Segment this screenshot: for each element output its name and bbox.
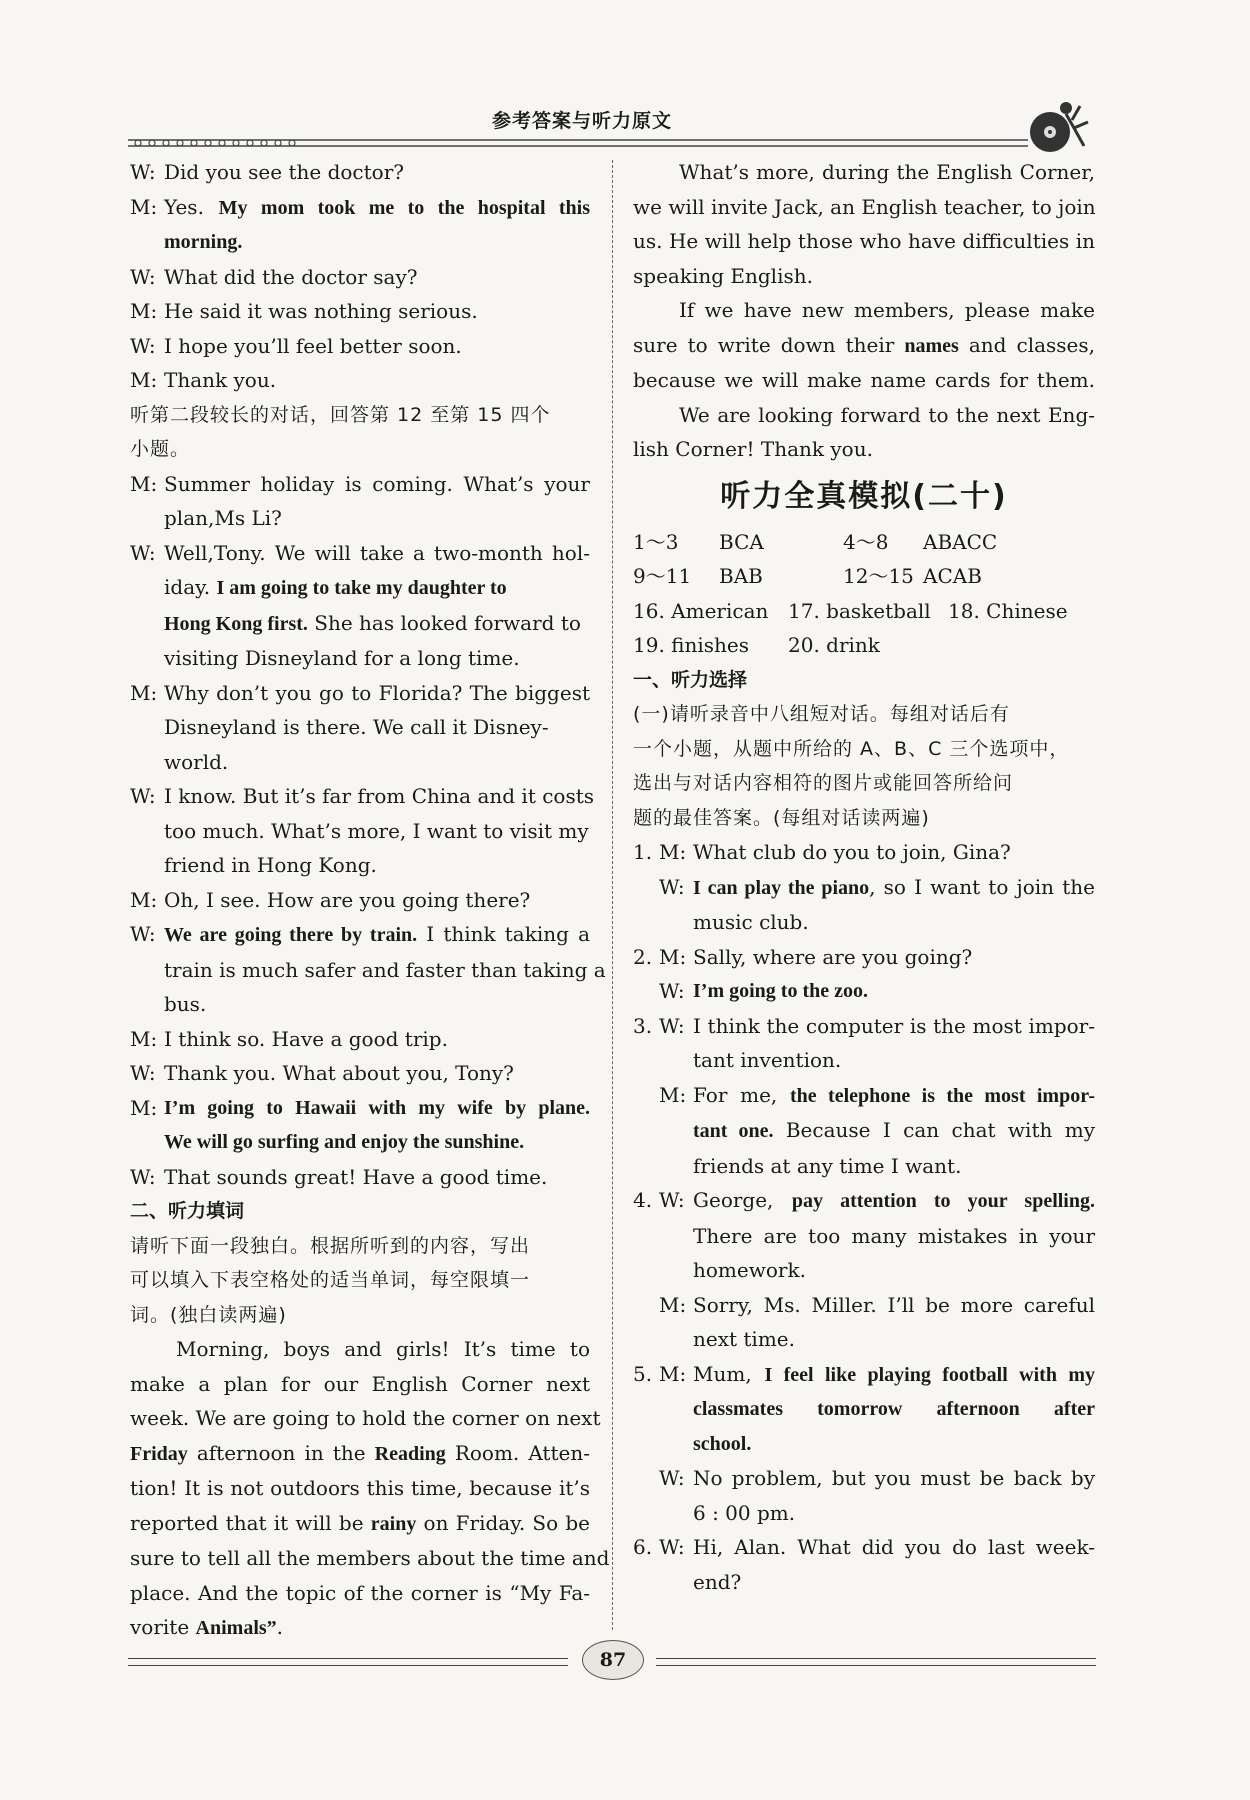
dialogue-continuation: train is much safer and faster than taking a [164,957,606,982]
question-line: 1. M: What club do you to join, Gina? [633,840,1011,864]
instruction-text: 可以填入下表空格处的适当单词，每空限填一 [130,1269,531,1291]
page-footer [128,1640,1096,1680]
instruction-text: 请听下面一段独白。根据所听到的内容，写出 [130,1234,531,1257]
dialogue-line: M: Summer holiday is coming. What’s your [130,471,590,496]
question-continuation: next time. [693,1327,795,1351]
dialogue-line: M: He said it was nothing serious. [130,299,478,323]
question-continuation: homework. [693,1258,806,1282]
dialogue-line: M: Thank you. [130,368,277,392]
dialogue-continuation: We will go surfing and enjoy the sunshine. [164,1131,525,1153]
dialogue-continuation: plan,Ms Li? [164,506,282,530]
answer-row: 1～3 BCA 4～8 ABACC [633,529,998,554]
dialogue-line: W: I hope you’ll feel better soon. [130,333,462,358]
question-continuation: friends at any time I want. [693,1153,962,1178]
dialogue-line: W: That sounds great! Have a good time. [130,1164,548,1189]
monologue-line: We are looking forward to the next Eng- [679,402,1095,427]
dialogue-line: W: Well,Tony. We will take a two-month hol- [130,540,590,565]
dialogue-continuation: iday. I am going to take my daughter to [164,575,507,599]
instruction-text: 题的最佳答案。(每组对话读两遍) [633,806,930,829]
dialogue-continuation: friend in Hong Kong. [164,853,377,877]
question-line: 4. W: George, pay attention to your spelling. [633,1188,1095,1212]
dialogue-line: M: Why don’t you go to Florida? The biggest [130,680,590,705]
column-divider [612,160,613,1630]
question-line: 2. M: Sally, where are you going? [633,944,973,969]
question-line: 6. W: Hi, Alan. What did you do last week- [633,1535,1095,1559]
question-continuation: tant invention. [693,1048,842,1072]
monologue-line: Friday afternoon in the Reading Room. Atten- [130,1440,590,1465]
dialogue-line: W: We are going there by train. I think taking a [130,922,590,946]
monologue-line: What’s more, during the English Corner, [679,160,1095,184]
dialogue-continuation: bus. [164,992,207,1016]
header-rule [128,138,1028,148]
dialogue-line: M: I’m going to Hawaii with my wife by plane. [130,1095,590,1120]
instruction-text: 选出与对话内容相符的图片或能回答所给问 [633,772,1014,794]
dialogue-line: M: I think so. Have a good trip. [130,1026,448,1051]
monologue-line: week. We are going to hold the corner on next [130,1406,601,1430]
dialogue-line: W: I know. But it’s far from China and it costs [130,784,595,808]
instruction-text: 词。(独白读两遍) [130,1303,287,1326]
monologue-line: Morning, boys and girls! It’s time to [176,1337,590,1361]
dialogue-line: W: Did you see the doctor? [130,160,404,184]
dialogue-continuation: Disneyland is there. We call it Disney- [164,715,549,739]
question-continuation: school. [693,1432,752,1455]
question-continuation: 6 : 00 pm. [693,1500,796,1525]
section-heading: 二、听力填词 [130,1200,245,1222]
monologue-line: sure to write down their names and classes, [633,332,1095,357]
dialogue-continuation: too much. What’s more, I want to visit my [164,818,589,843]
question-line: M: Sorry, Ms. Miller. I’ll be more careful [659,1292,1095,1317]
monologue-line: place. And the topic of the corner is “My Fa- [130,1580,590,1605]
page-number: 87 [582,1640,644,1680]
dialogue-continuation: visiting Disneyland for a long time. [164,646,520,670]
monologue-line: sure to tell all the members about the time and [130,1546,610,1570]
dialogue-line: W: What did the doctor say? [130,264,418,289]
question-line: W: I’m going to the zoo. [659,979,868,1003]
question-line: 3. W: I think the computer is the most impor- [633,1013,1095,1038]
answer-row: 19. finishes 20. drink [633,633,880,657]
instruction-text: 听第二段较长的对话，回答第 12 至第 15 四个 [130,403,551,426]
monologue-line: we will invite Jack, an English teacher, to join [633,194,1096,219]
monologue-line: because we will make name cards for them. [633,368,1095,392]
section-heading: 一、听力选择 [633,668,748,691]
question-continuation: tant one. Because I can chat with my [693,1118,1095,1142]
monologue-line: reported that it will be rainy on Friday. So be [130,1510,591,1535]
question-line: 5. M: Mum, I feel like playing football with my [633,1361,1095,1386]
question-continuation: music club. [693,910,809,934]
dialogue-line: M: Yes. My mom took me to the hospital this [130,194,591,219]
monologue-line: us. He will help those who have difficulties in [633,229,1095,253]
monologue-line: vorite Animals”. [130,1615,284,1639]
instruction-text: 一个小题，从题中所给的 A、B、C 三个选项中， [633,737,1070,760]
monologue-line: speaking English. [633,263,813,288]
right-column [633,155,1095,1599]
cd-figure-icon [1018,98,1096,156]
left-column [130,155,610,1646]
monologue-line: lish Corner! Thank you. [633,437,873,461]
question-continuation: There are too many mistakes in your [693,1223,1095,1248]
monologue-line: make a plan for our English Corner next [130,1371,590,1396]
monologue-line: tion! It is not outdoors this time, because it’s [130,1476,590,1500]
question-continuation: end? [693,1569,742,1594]
monologue-line: If we have new members, please make [679,298,1095,322]
page-header [128,98,1096,158]
instruction-text: (一)请听录音中八组短对话。每组对话后有 [633,703,1010,725]
question-line: W: No problem, but you must be back by [659,1466,1095,1490]
dialogue-continuation: world. [164,749,229,774]
footer-rule-right [656,1658,1096,1666]
dialogue-continuation: morning. [164,231,243,253]
footer-rule-left [128,1658,568,1666]
dialogue-line: M: Oh, I see. How are you going there? [130,887,531,912]
answer-row: 9～11 BAB 12～15 ACAB [633,564,982,588]
dialogue-line: W: Thank you. What about you, Tony? [130,1061,514,1085]
dialogue-continuation: Hong Kong first. She has looked forward to [164,610,581,635]
question-continuation: classmates tomorrow afternoon after [693,1398,1095,1420]
answer-row: 16. American 17. basketball 18. Chinese [633,598,1068,623]
section-title: 听力全真模拟(二十) [720,478,1008,514]
header-title: 参考答案与听力原文 [491,110,672,132]
instruction-text: 小题。 [130,438,191,460]
question-line: M: For me, the telephone is the most impor- [659,1082,1095,1107]
question-line: W: I can play the piano, so I want to join the [659,874,1095,899]
